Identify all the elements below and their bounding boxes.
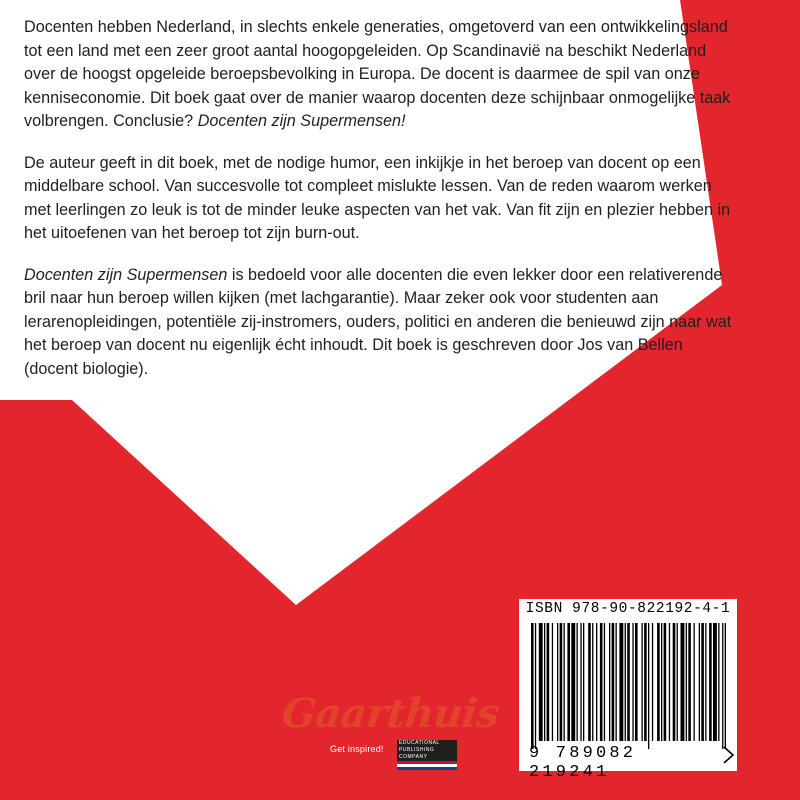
barcode-bar	[596, 623, 597, 741]
barcode-bar	[661, 623, 662, 741]
publisher-logo	[279, 690, 502, 770]
barcode-bar	[686, 623, 687, 741]
barcode-bar	[557, 623, 558, 741]
paragraph-2: De auteur geeft in dit boek, met de nodige humor, een inkijkje in het beroep van docent op een middelbare school. Van succesvolle tot compleet mislukte lessen. Van de reden waarom werken met leerlingen zo leuk is tot de minder leuke aspecten van het vak. Van fit zijn en plezier hebben in het uitoefenen van het beroep tot zijn burn-out.	[24, 153, 731, 242]
barcode-bar	[580, 623, 581, 741]
barcode-bar	[718, 623, 719, 741]
barcode-bar	[616, 623, 617, 741]
barcode-bar	[709, 623, 712, 741]
publisher-tagline: Get inspired!	[330, 744, 384, 754]
barcode-bar	[635, 623, 638, 741]
barcode-bar	[552, 623, 553, 741]
badge-line-3: COMPANY	[397, 754, 457, 761]
barcode-bar	[544, 623, 545, 741]
barcode-bar	[604, 623, 605, 741]
barcode-bar	[632, 623, 633, 741]
barcode-bar	[583, 623, 584, 741]
barcode-bar	[657, 623, 660, 741]
paragraph-1	[24, 16, 734, 134]
barcode-bar	[612, 623, 615, 741]
barcode-bar	[669, 623, 670, 741]
barcode-bar	[681, 623, 685, 741]
paragraph-1-text: Docenten hebben Nederland, in slechts enkele generaties, omgetoverd van een ontwikkelingsland tot een land met een zeer groot aantal hoogopgeleiden. Op Scandinavië na beschikt Nederland over de hoogst opgeleide beroepsbevolking in Europa. De docent is daarmee de spil van onze kenniseconomie. Dit boek gaat over de manier waarop docenten deze schijnbaar onmogelijke taak volbrengen. Conclusie?	[24, 18, 731, 130]
paragraph-3	[24, 264, 734, 382]
barcode-bar	[619, 623, 623, 741]
barcode-bar	[705, 623, 706, 741]
description-text	[24, 16, 734, 399]
barcode-bar	[609, 623, 610, 741]
barcode-bar	[627, 623, 630, 741]
barcode-bar	[673, 623, 676, 741]
paragraph-1-emphasis: Docenten zijn Supermensen!	[197, 112, 406, 130]
barcode-bar	[564, 623, 565, 741]
barcode-bar	[713, 623, 717, 741]
arrow-icon	[723, 745, 735, 765]
barcode-bar	[560, 623, 563, 741]
barcode-bar	[539, 623, 543, 741]
dutch-flag-badge	[397, 740, 457, 770]
publisher-name: Gaarthuis	[279, 690, 502, 737]
paragraph-3-emphasis: Docenten zijn Supermensen	[24, 265, 228, 284]
barcode-bar	[571, 623, 575, 741]
barcode-bar	[625, 623, 626, 741]
barcode-bar	[642, 623, 643, 741]
barcode-bar	[567, 623, 570, 741]
barcode-bar	[722, 623, 723, 749]
barcode-bar	[547, 623, 550, 741]
barcode-bar	[725, 623, 726, 749]
flag-stripe-blue	[397, 767, 457, 770]
barcode-bar	[699, 623, 700, 741]
barcode-bar	[535, 623, 536, 749]
barcode-bar	[588, 623, 591, 741]
barcode-bar	[600, 623, 603, 741]
barcode-bar	[701, 623, 704, 741]
paragraph-3-text: is bedoeld voor alle docenten die even lekker door een relativerende bril naar hun beroep willen kijken (met lachgarantie). Maar zeker ook voor studenten aan lerarenopleidingen, potentiële zij-instromers, ouders, politici en anderen die benieuwd zijn naar wat het beroep van docent nu eigenlijk écht inhoudt. Dit boek is geschreven door Jos van Bellen (docent biologie).	[24, 265, 732, 378]
barcode-bar	[688, 623, 691, 741]
barcode-box	[519, 599, 737, 782]
isbn-label: ISBN 978-90-822192-4-1	[525, 601, 731, 617]
barcode-bar	[694, 623, 695, 741]
badge-line-2: PUBLISHING	[397, 747, 457, 754]
barcode-bar	[531, 623, 534, 749]
barcode-bar	[592, 623, 593, 741]
barcode-bar	[577, 623, 578, 741]
barcode-bar	[664, 623, 667, 741]
barcode-digits: 9 789082 219241	[529, 744, 637, 782]
barcode-bar	[652, 623, 653, 741]
badge-line-1: EDUCATIONAL	[397, 740, 457, 747]
barcode-bar	[677, 623, 678, 741]
barcode-bar	[648, 623, 649, 749]
barcode-bar	[644, 623, 647, 741]
